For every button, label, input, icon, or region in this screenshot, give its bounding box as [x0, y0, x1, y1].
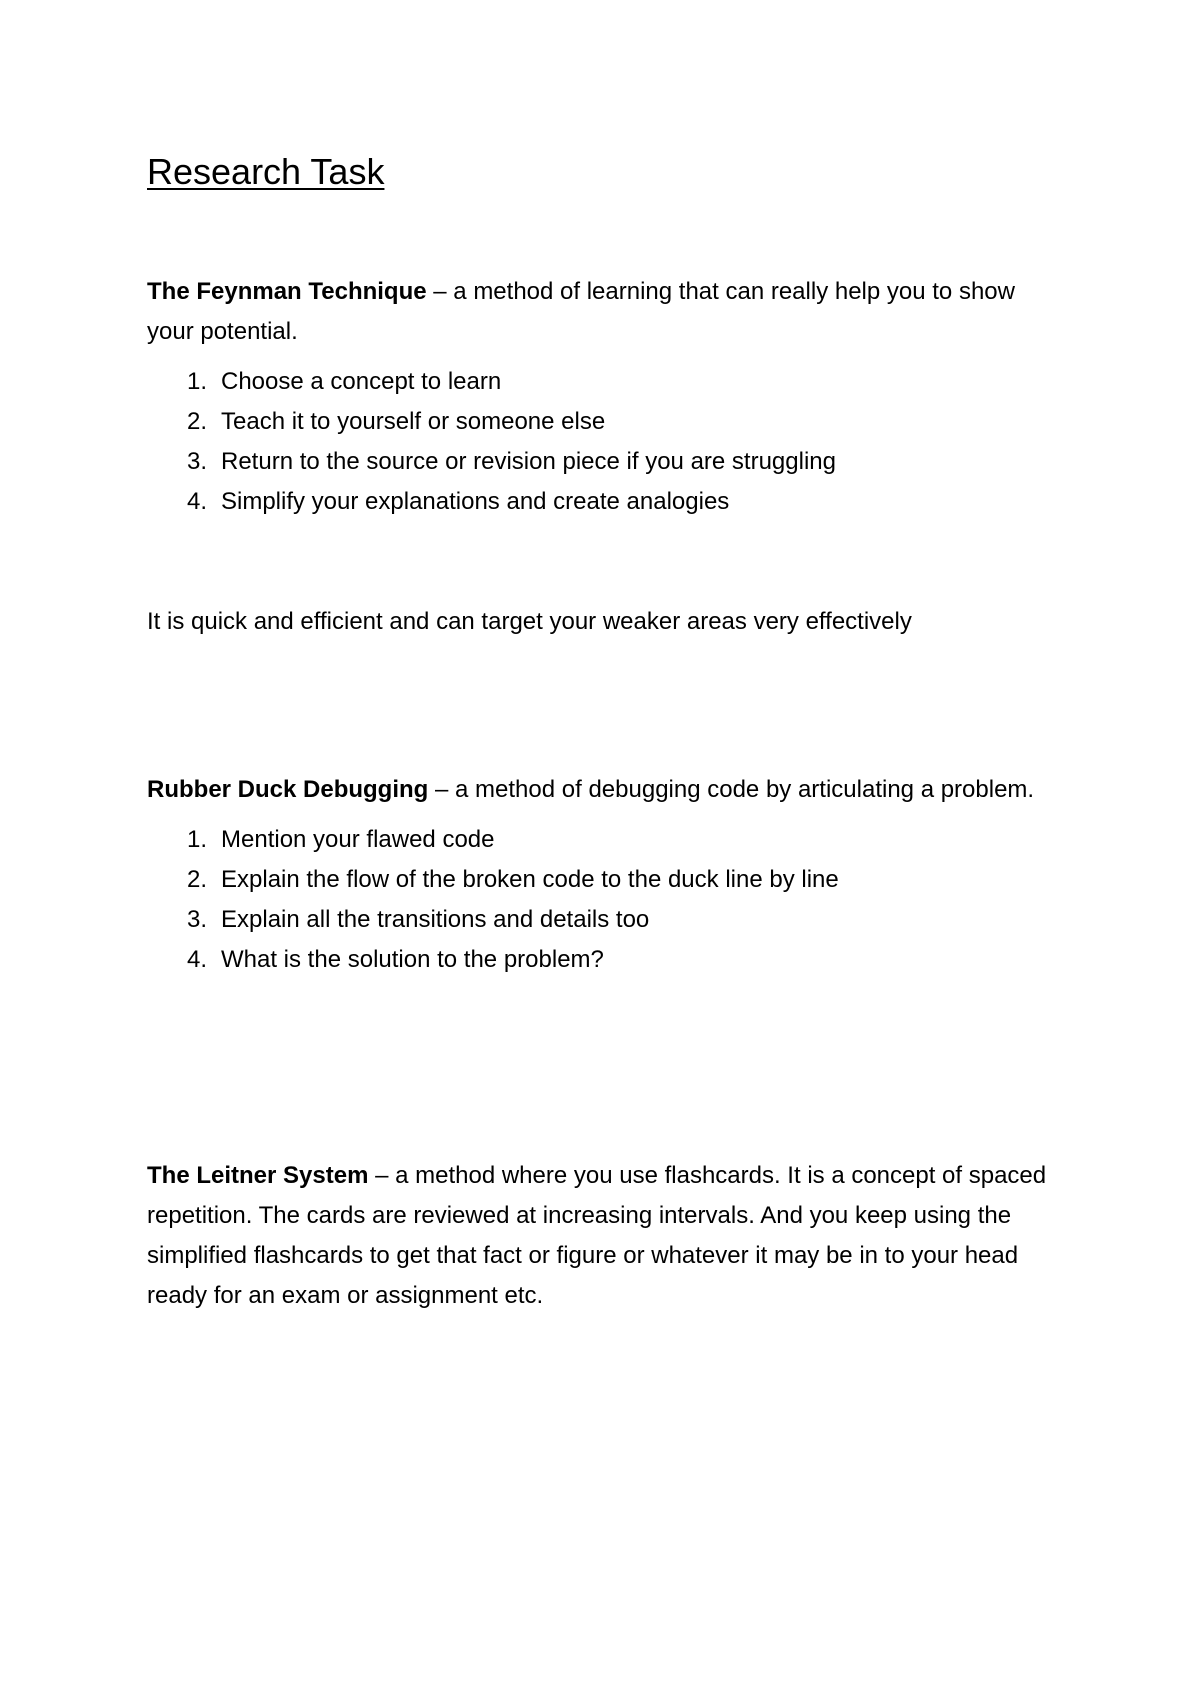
- list-item: [187, 362, 1067, 402]
- section-intro: [147, 272, 1067, 352]
- list-text: Return to the source or revision piece if you are struggling: [221, 448, 836, 475]
- list-item: [187, 402, 1067, 442]
- section-intro: [147, 770, 1067, 810]
- list-item: [187, 900, 1067, 940]
- steps-list: [147, 362, 1067, 522]
- list-item: [187, 482, 1067, 522]
- section-description: a method of learning that can really help you to show your potential.: [147, 278, 1015, 345]
- term-separator: –: [426, 278, 454, 305]
- list-text: Teach it to yourself or someone else: [221, 408, 606, 435]
- section-rubber-duck-debugging: [147, 770, 1067, 980]
- list-number: 3.: [187, 448, 208, 475]
- list-text: Mention your flawed code: [221, 826, 495, 853]
- list-item: [187, 820, 1067, 860]
- list-item: [187, 442, 1067, 482]
- section-term: The Leitner System: [147, 1162, 369, 1189]
- list-text: Explain all the transitions and details too: [221, 906, 650, 933]
- section-description: a method of debugging code by articulating a problem.: [455, 776, 1035, 803]
- list-item: [187, 940, 1067, 980]
- list-number: 2.: [187, 408, 208, 435]
- list-number: 3.: [187, 906, 208, 933]
- list-number: 4.: [187, 488, 208, 515]
- list-text: Simplify your explanations and create analogies: [221, 488, 730, 515]
- list-number: 1.: [187, 826, 208, 853]
- section-feynman-technique: [147, 272, 1067, 522]
- section-intro: [147, 1156, 1067, 1316]
- section-term: Rubber Duck Debugging: [147, 776, 429, 803]
- term-separator: –: [368, 1162, 396, 1189]
- page-title: Research Task: [147, 151, 385, 192]
- section-description: a method where you use flashcards. It is a concept of spaced repetition. The cards are reviewed at increasing intervals. And you keep using the simplified flashcards to get that fact or figure or whatever it may be in to your head ready for an exam or assignment etc.: [147, 1162, 1047, 1309]
- list-text: Choose a concept to learn: [221, 368, 502, 395]
- steps-list: [147, 820, 1067, 980]
- list-text: Explain the flow of the broken code to the duck line by line: [221, 866, 839, 893]
- list-item: [187, 860, 1067, 900]
- list-number: 4.: [187, 946, 208, 973]
- section-term: The Feynman Technique: [147, 278, 427, 305]
- section-leitner-system: [147, 1156, 1067, 1316]
- list-text: What is the solution to the problem?: [221, 946, 604, 973]
- section-note: It is quick and efficient and can target your weaker areas very effectively: [147, 608, 912, 635]
- term-separator: –: [428, 776, 456, 803]
- list-number: 1.: [187, 368, 208, 395]
- list-number: 2.: [187, 866, 208, 893]
